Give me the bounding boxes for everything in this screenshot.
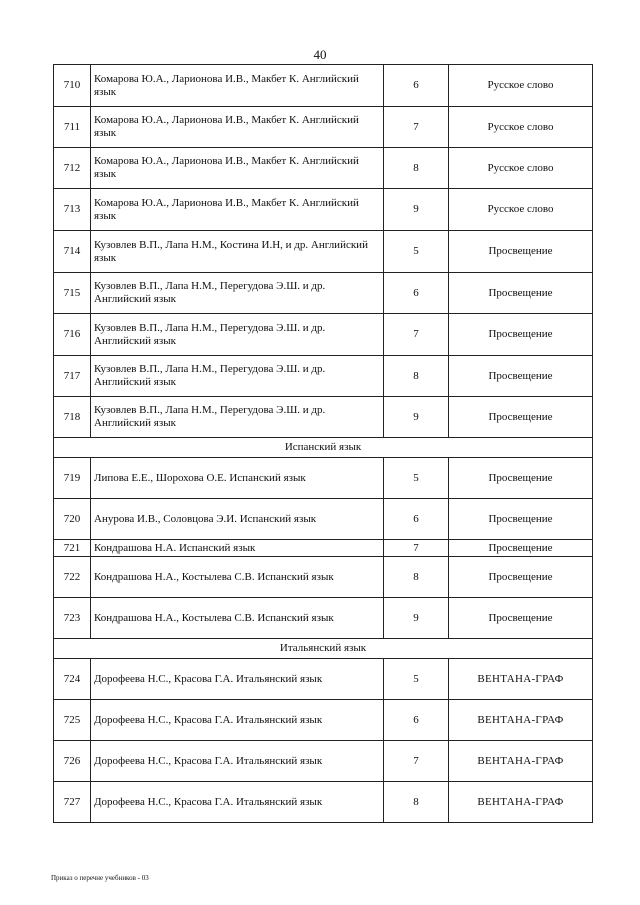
table-row [54,107,593,148]
row-authors-title: Кондрашова Н.А. Испанский язык [91,540,384,557]
table-row [54,458,593,499]
row-authors-title: Кузовлев В.П., Лапа Н.М., Перегудова Э.Ш. и др. Английский язык [91,356,384,397]
row-number: 726 [54,741,91,782]
row-number: 710 [54,65,91,107]
row-publisher: Просвещение [449,314,593,356]
row-number: 719 [54,458,91,499]
row-authors-title: Кузовлев В.П., Лапа Н.М., Костина И.Н, и др. Английский язык [91,231,384,273]
row-number: 725 [54,700,91,741]
row-grade: 6 [384,65,449,107]
row-publisher: Русское слово [449,65,593,107]
row-grade: 7 [384,314,449,356]
row-publisher: Просвещение [449,598,593,639]
row-authors-title: Дорофеева Н.С., Красова Г.А. Итальянский язык [91,741,384,782]
row-grade: 6 [384,273,449,314]
row-authors-title: Кондрашова Н.А., Костылева С.В. Испанский язык [91,557,384,598]
row-publisher: Просвещение [449,356,593,397]
row-grade: 5 [384,659,449,700]
table-row [54,356,593,397]
row-grade: 6 [384,499,449,540]
row-grade: 7 [384,540,449,557]
row-publisher: Просвещение [449,273,593,314]
row-publisher: Просвещение [449,540,593,557]
row-number: 723 [54,598,91,639]
table-row [54,231,593,273]
row-publisher: Русское слово [449,189,593,231]
row-number: 711 [54,107,91,148]
row-publisher: Просвещение [449,458,593,499]
table-row [54,557,593,598]
table-row [54,273,593,314]
row-number: 722 [54,557,91,598]
row-grade: 9 [384,397,449,438]
textbook-table-body [54,65,593,823]
section-heading: Итальянский язык [54,639,593,659]
row-authors-title: Анурова И.В., Соловцова Э.И. Испанский язык [91,499,384,540]
table-row [54,189,593,231]
row-publisher: Просвещение [449,397,593,438]
row-publisher: ВЕНТАНА-ГРАФ [449,659,593,700]
row-authors-title: Кондрашова Н.А., Костылева С.В. Испанский язык [91,598,384,639]
row-number: 713 [54,189,91,231]
row-number: 712 [54,148,91,189]
row-publisher: Просвещение [449,231,593,273]
row-number: 718 [54,397,91,438]
row-authors-title: Комарова Ю.А., Ларионова И.В., Макбет К. Английский язык [91,189,384,231]
row-grade: 9 [384,189,449,231]
section-heading: Испанский язык [54,438,593,458]
row-number: 721 [54,540,91,557]
row-publisher: Просвещение [449,499,593,540]
row-authors-title: Кузовлев В.П., Лапа Н.М., Перегудова Э.Ш. и др. Английский язык [91,314,384,356]
row-publisher: Русское слово [449,107,593,148]
table-row [54,598,593,639]
row-number: 727 [54,782,91,823]
table-row [54,314,593,356]
row-authors-title: Комарова Ю.А., Ларионова И.В., Макбет К. Английский язык [91,65,384,107]
row-grade: 8 [384,782,449,823]
row-authors-title: Липова Е.Е., Шорохова О.Е. Испанский язык [91,458,384,499]
row-grade: 7 [384,107,449,148]
row-grade: 8 [384,148,449,189]
row-grade: 5 [384,458,449,499]
row-grade: 7 [384,741,449,782]
textbook-table [53,64,593,823]
row-grade: 6 [384,700,449,741]
row-number: 717 [54,356,91,397]
row-authors-title: Дорофеева Н.С., Красова Г.А. Итальянский язык [91,659,384,700]
table-row [54,540,593,557]
table-row [54,741,593,782]
row-number: 720 [54,499,91,540]
row-publisher: Просвещение [449,557,593,598]
row-grade: 9 [384,598,449,639]
row-authors-title: Кузовлев В.П., Лапа Н.М., Перегудова Э.Ш. и др. Английский язык [91,273,384,314]
row-number: 714 [54,231,91,273]
row-publisher: ВЕНТАНА-ГРАФ [449,741,593,782]
table-row [54,499,593,540]
row-number: 715 [54,273,91,314]
table-row [54,65,593,107]
row-publisher: ВЕНТАНА-ГРАФ [449,700,593,741]
row-grade: 5 [384,231,449,273]
row-grade: 8 [384,356,449,397]
row-authors-title: Комарова Ю.А., Ларионова И.В., Макбет К. Английский язык [91,107,384,148]
page-number: 40 [313,47,327,62]
table-row [54,397,593,438]
row-publisher: Русское слово [449,148,593,189]
table-row [54,700,593,741]
footer-note: Приказ о перечне учебников - 03 [51,874,149,882]
section-row-italian [54,639,593,659]
table-row [54,659,593,700]
table-row [54,782,593,823]
row-authors-title: Дорофеева Н.С., Красова Г.А. Итальянский язык [91,782,384,823]
row-authors-title: Дорофеева Н.С., Красова Г.А. Итальянский язык [91,700,384,741]
row-publisher: ВЕНТАНА-ГРАФ [449,782,593,823]
table-row [54,148,593,189]
row-number: 724 [54,659,91,700]
row-authors-title: Кузовлев В.П., Лапа Н.М., Перегудова Э.Ш. и др. Английский язык [91,397,384,438]
row-grade: 8 [384,557,449,598]
row-authors-title: Комарова Ю.А., Ларионова И.В., Макбет К. Английский язык [91,148,384,189]
section-row-spanish [54,438,593,458]
row-number: 716 [54,314,91,356]
